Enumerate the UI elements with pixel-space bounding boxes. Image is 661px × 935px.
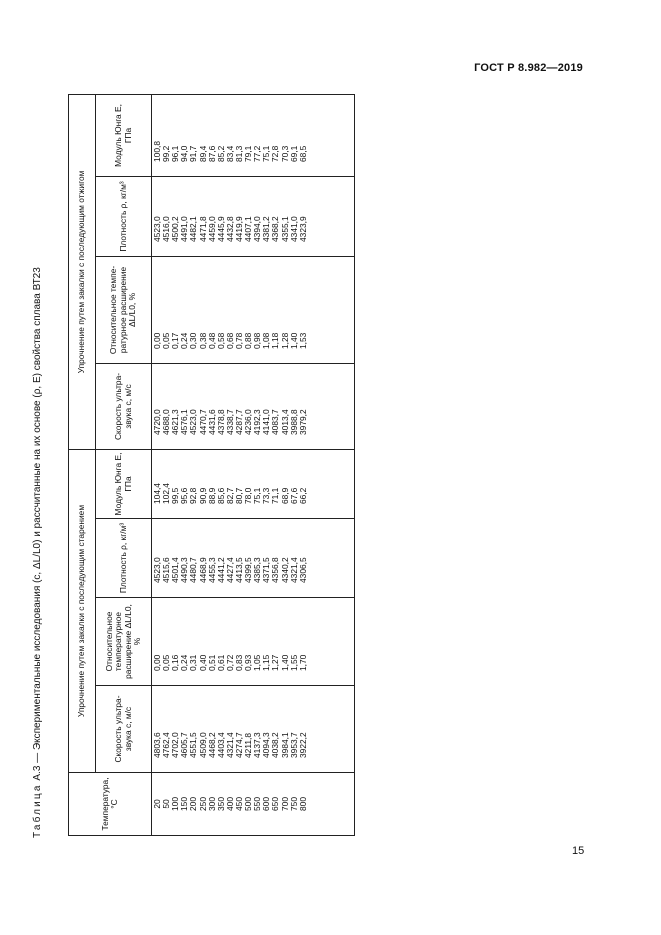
group-header-annealing: Упрочнение путем закалки с последующим отжигом: [69, 94, 96, 449]
col-header-speed-aging: Скорость ультра-звука с, м/с: [96, 686, 152, 773]
speed-aging-column: 4803,6 4762,4 4702,0 4605,7 4551,5 4509,0 4468,2 4403,4 4321,4 4274,7 4211,8 4137,3 4094,3 4038,2 3984,1 3953,7 3922,2: [152, 686, 355, 773]
caption-number: А.3: [32, 765, 43, 781]
expansion-aging-column: 0,00 0,05 0,16 0,24 0,31 0,40 0,51 0,61 0,72 0,83 0,93 1,05 1,15 1,27 1,40 1,55 1,70: [152, 598, 355, 686]
col-header-modulus-annealing: Модуль Юнга E, ГПа: [96, 94, 152, 176]
modulus-aging-column: 104,4 102,4 99,5 95,6 92,8 90,9 88,9 85,6 82,7 80,7 78,0 75,1 73,3 71,1 68,9 67,6 66,2: [152, 449, 355, 518]
col-header-density-annealing: Плотность ρ, кг/м³: [96, 176, 152, 256]
density-annealing-column: 4523,0 4516,0 4500,2 4491,0 4482,1 4471,8 4459,0 4445,9 4432,8 4419,9 4407,1 4394,0 4381,2 4368,2 4355,1 4341,0 4323,9: [152, 176, 355, 256]
density-aging-column: 4523,0 4515,6 4501,4 4490,3 4480,7 4468,9 4455,3 4441,2 4427,4 4413,5 4399,5 4385,3 4371,5 4356,8 4340,2 4321,4 4306,5: [152, 519, 355, 598]
col-header-expansion-annealing: Относительное темпе-ратурное расширение ΔL/L0, %: [96, 256, 152, 363]
temperature-column: 20 50 100 150 200 250 300 350 400 450 500 550 600 650 700 750 800: [152, 773, 355, 836]
caption-text: — Экспериментальные исследования (c, ΔL/L0) и рассчитанные на их основе (ρ, E) свойства сплава ВТ23: [32, 267, 43, 763]
col-header-speed-annealing: Скорость ультра-звука с, м/с: [96, 363, 152, 449]
col-header-density-aging: Плотность ρ, кг/м³: [96, 519, 152, 598]
temperature-header: Температура, °С: [69, 773, 152, 836]
expansion-annealing-column: 0,00 0,05 0,17 0,24 0,30 0,38 0,48 0,58 0,68 0,78 0,88 0,98 1,08 1,18 1,28 1,40 1,53: [152, 256, 355, 363]
col-header-expansion-aging: Относительное температурное расширение ΔL/L0, %: [96, 598, 152, 686]
properties-table-container: [68, 95, 355, 836]
group-header-aging: Упрочнение путем закалки с последующим старением: [69, 449, 96, 772]
caption-label: Таблица: [32, 783, 43, 838]
standard-header: ГОСТ Р 8.982—2019: [474, 62, 583, 74]
page-number: 15: [572, 845, 585, 857]
properties-table: [68, 94, 355, 836]
col-header-modulus-aging: Модуль Юнга E, ГПа: [96, 449, 152, 518]
table-caption: [32, 267, 43, 838]
speed-annealing-column: 4720,0 4688,0 4621,3 4576,1 4523,0 4470,7 4431,6 4378,8 4338,7 4287,7 4236,0 4192,3 4141,0 4083,7 4013,4 3988,8 3979,2: [152, 363, 355, 449]
modulus-annealing-column: 100,8 99,2 96,1 94,0 91,7 89,4 87,6 85,2 83,4 81,3 79,1 77,2 75,1 72,8 70,3 69,1 68,5: [152, 94, 355, 176]
